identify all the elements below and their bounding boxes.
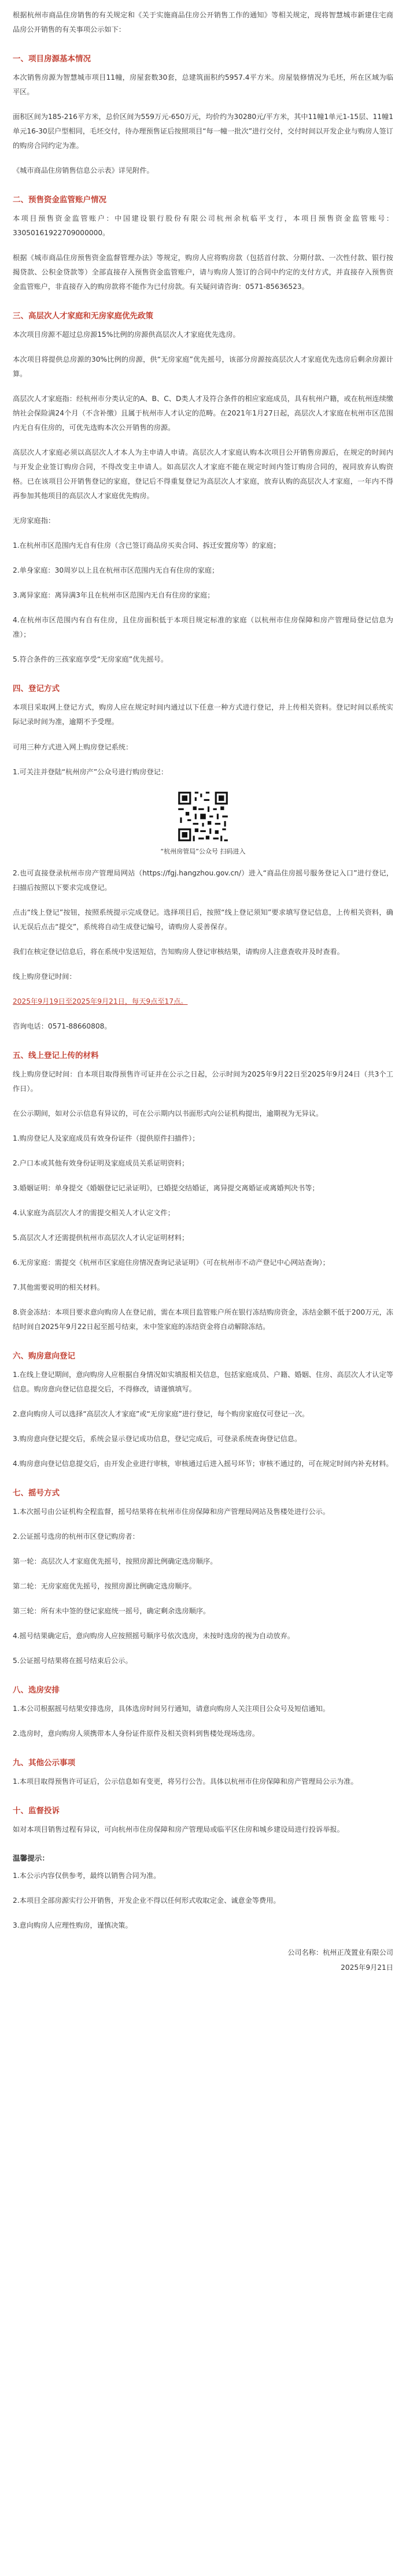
section-1-paragraph: 本次销售房源为智慧城市项目11幢，房屋套数30套，总建筑面积约5957.4平方米。房屋装修情况为毛坯，所在区域为临平区。 [13,73,393,96]
warm-tip: 2.本项目全部房源实行公开销售，开发企业不得以任何形式收取定金、诚意金等费用。 [13,1896,280,1905]
section-6-paragraph: 4.购房意向登记信息提交后，由开发企业进行审核，审核通过后进入摇号环节；审核不通过的，可在规定时间内补充材料。 [13,1459,393,1468]
warm-tip: 3.意向购房人应理性购房，谨慎决策。 [13,1921,132,1930]
list-item: 3.离异家庭：离异满3年且在杭州市区范围内无自有住房的家庭； [13,591,215,600]
section-3-paragraph: 高层次人才家庭指：经杭州市分类认定的A、B、C、D类人才及符合条件的相应家庭成员，具有杭州户籍，或在杭州连续缴纳社会保险满24个月（不含补缴）且属于杭州市人才认定的范畴。在2021年1月27日起，高层次人才家庭在杭州市区范围内无自有住房的，可优先选购本次公开销售的房源。 [13,395,393,432]
section-7-paragraph: 5.公证摇号结果将在摇号结束后公示。 [13,1657,132,1665]
section-6-paragraph: 3.购房意向登记提交后，系统会显示登记成功信息，登记完成后，可登录系统查询登记信息。 [13,1434,302,1443]
list-item: 7.其他需要说明的相关材料。 [13,1283,104,1291]
section-4-paragraph: 本项目采取网上登记方式，购房人应在规定时间内通过以下任意一种方式进行登记，并上传相关资料。登记时间以系统实际记录时间为准，逾期不予受理。 [13,703,393,726]
intro-paragraph: 根据杭州市商品住房销售的有关规定和《关于实施商品住房公开销售工作的通知》等相关规定，现将智慧城市新建住宅商品房公开销售的有关事项公示如下： [13,11,393,34]
section-8-title: 八、选房安排 [13,1686,60,1695]
section-7-title: 七、摇号方式 [13,1488,60,1498]
section-3-paragraph: 本次项目将提供总房源的30%比例的房源，供“无房家庭”优先摇号，该部分房源按高层次人才家庭优先选房后剩余房源计算。 [13,355,393,378]
list-item: 4.认家庭为高层次人才的需提交相关人才认定文件； [13,1208,175,1217]
section-3-paragraph: 高层次人才家庭必须以高层次人才本人为主申请人申请。高层次人才家庭认购本次项目公开销售房源后，在规定的时间内与开发企业签订购房合同，不得改变主申请人。如高层次人才家庭不能在规定时间内签订购房合同的，视同放弃认购资格。已在该项目公开销售登记的家庭，登记后不得重复登记为高层次人才家庭，放弃认购的高层次人才家庭，一年内不得再参加其他项目的高层次人才家庭优先购房。 [13,448,393,500]
list-item: 5.符合条件的三孩家庭享受“无房家庭”优先摇号。 [13,655,168,664]
section-10-paragraph: 如对本项目销售过程有异议，可向杭州市住房保障和房产管理局或临平区住房和城乡建设局进行投诉举报。 [13,1825,344,1834]
list-item: 3.婚姻证明：单身提交《婚姻登记记录证明》，已婚提交结婚证，离异提交离婚证或离婚判决书等； [13,1183,319,1192]
section-10-title: 十、监督投诉 [13,1806,60,1816]
section-6-title: 六、购房意向登记 [13,1351,75,1361]
section-8-paragraph: 2.选房时，意向购房人须携带本人身份证件原件及相关资料到售楼处现场选房。 [13,1729,260,1738]
section-7-paragraph: 1.本次摇号由公证机构全程监督，摇号结果将在杭州市住房保障和房产管理局网站及售楼处进行公示。 [13,1507,330,1516]
list-item: 4.在杭州市区范围内有自有住房，且住房面积低于本项目规定标准的家庭（以杭州市住房保障和房产管理局登记信息为准）； [13,616,393,639]
section-9-title: 九、其他公示事项 [13,1758,75,1768]
list-item: 2.单身家庭：30周岁以上且在杭州市区范围内无自有住房的家庭； [13,566,219,575]
consult-phone: 咨询电话：0571-88660808。 [13,1022,112,1030]
section-4-paragraph: 我们在核定登记信息后，将在系统中发送短信，告知购房人登记审核结果，请购房人注意查收并及时查看。 [13,947,344,956]
warm-tip: 1.本公示内容仅供参考，最终以销售合同为准。 [13,1872,161,1880]
section-2-paragraph: 根据《城市商品住房预售资金监督管理办法》等规定，购房人应将购房款（包括首付款、分期付款、一次性付款、银行按揭贷款、公积金贷款等）全部直接存入预售资金监管账户，请与购房人签订的合同中约定的支付方式，并直接存入预售资金监管账户，非直接存入的购房款将不能作为已付房款。有关疑问请咨询：0571-85636523。 [13,254,393,291]
section-4-paragraph: 线上购房登记时间： [13,972,76,981]
list-item: 2.户口本或其他有效身份证明及家庭成员关系证明资料； [13,1159,189,1167]
section-4-paragraph: 2.也可直接登录杭州市房产管理局网站（https://fgj.hangzhou.gov.cn/）进入“商品住房摇号服务登记入口”进行登记，扫描后按照以下要求完成登记。 [13,868,393,892]
section-7-paragraph: 第三轮：所有未中签的登记家庭统一摇号，确定剩余选房顺序。 [13,1606,211,1615]
section-9-paragraph: 1.本项目取得预售许可证后，公示信息如有变更，将另行公告。具体以杭州市住房保障和房产管理局公示为准。 [13,1777,358,1786]
section-4-paragraph: 1.可关注并登陆“杭州房产”公众号进行购房登记： [13,767,168,776]
company-name: 公司名称：杭州正茂置业有限公司 [287,1948,393,1957]
section-8-paragraph: 1.本公司根据摇号结果安排选房，具体选房时间另行通知，请意向购房人关注项目公众号及短信通知。 [13,1705,330,1713]
qr-code-image[interactable] [176,790,230,843]
section-2-title: 二、预售资金监管账户情况 [13,195,106,205]
section-7-paragraph: 第二轮：无房家庭优先摇号，按照房源比例确定选房顺序。 [13,1582,196,1590]
qr-code-block [13,790,393,856]
list-item: 1.在杭州市区范围内无自有住房（含已签订商品房买卖合同、拆迁安置房等）的家庭； [13,541,280,550]
qr-caption: “杭州房管局”公众号 扫码进入 [160,847,246,855]
list-item: 5.高层次人才还需提供杭州市高层次人才认定证明材料； [13,1233,189,1242]
section-6-paragraph: 1.在线上登记期间，意向购房人应根据自身情况如实填报相关信息，包括家庭成员、户籍、婚姻、住房、高层次人才认定等信息。购房意向登记信息提交后，不得修改，请谨慎填写。 [13,1370,393,1393]
section-3-paragraph: 无房家庭指： [13,517,56,525]
section-2-paragraph: 本项目预售资金监管账户：中国建设银行股份有限公司杭州余杭临平支行，本项目预售资金监管账号：33050161922709000000。 [13,214,393,237]
section-3-paragraph: 本次项目房源不超过总房源15%比例的房源供高层次人才家庭优先选房。 [13,331,240,339]
section-4-title: 四、登记方式 [13,684,60,694]
section-5-title: 五、线上登记上传的材料 [13,1051,99,1060]
section-1-paragraph: 面积区间为185-216平方米，总价区间为559万元-650万元，均价约为30280元/平方米，其中11幢1单元1-15层、11幢1单元16-30层户型相同，毛坯交付，待办理预售证后按照项目“每一幢一批次”进行交付，交付时间以开发企业与购房人签订的购房合同约定为准。 [13,113,393,150]
registration-time: 2025年9月19日至2025年9月21日，每天9点至17点。 [13,997,188,1005]
section-5-paragraph: 在公示期间，如对公示信息有异议的，可在公示期内以书面形式向公证机构提出，逾期视为无异议。 [13,1109,323,1118]
section-1-title: 一、项目房源基本情况 [13,54,91,64]
section-4-paragraph: 可用三种方式进入网上购房登记系统： [13,743,133,751]
list-item: 1.购房登记人及家庭成员有效身份证件（提供原件扫描件）； [13,1134,200,1142]
section-1-paragraph: 《城市商品住房销售信息公示表》详见附件。 [13,166,154,175]
section-7-paragraph: 2.公证摇号选房的杭州市区登记购房者： [13,1532,139,1541]
section-6-paragraph: 2.意向购房人可以选择“高层次人才家庭”或“无房家庭”进行登记，每个购房家庭仅可登记一次。 [13,1409,309,1418]
signature-block [13,1946,393,1975]
section-7-paragraph: 第一轮：高层次人才家庭优先摇号，按照房源比例确定选房顺序。 [13,1557,217,1565]
section-4-paragraph: 点击“线上登记”按钮，按照系统提示完成登记。选择项目后，按照“线上登记须知”要求填写登记信息，上传相关资料，确认无误后点击“提交”，系统将自动生成登记编号，请购房人妥善保存。 [13,908,393,931]
section-5-paragraph: 线上购房登记时间：自本项目取得预售许可证并在公示之日起，公示时间为2025年9月22日至2025年9月24日（共3个工作日）。 [13,1070,393,1093]
publish-date: 2025年9月21日 [341,1963,393,1972]
warm-tips-title: 温馨提示： [13,1854,49,1863]
list-item: 6.无房家庭：需提交《杭州市区家庭住房情况查询记录证明》（可在杭州市不动产登记中心网站查询）； [13,1258,330,1267]
section-5-paragraph: 8.资金冻结：本项目要求意向购房人在登记前，需在本项目监管账户所在银行冻结购房资金，冻结金额不低于200万元，冻结时间自2025年9月22日起至摇号结束，未中签家庭的冻结资金将自动解除冻结。 [13,1308,393,1331]
section-7-paragraph: 4.摇号结果确定后，意向购房人应按照摇号顺序号依次选房，未按时选房的视为自动放弃。 [13,1632,294,1640]
section-3-title: 三、高层次人才家庭和无房家庭优先政策 [13,311,153,321]
